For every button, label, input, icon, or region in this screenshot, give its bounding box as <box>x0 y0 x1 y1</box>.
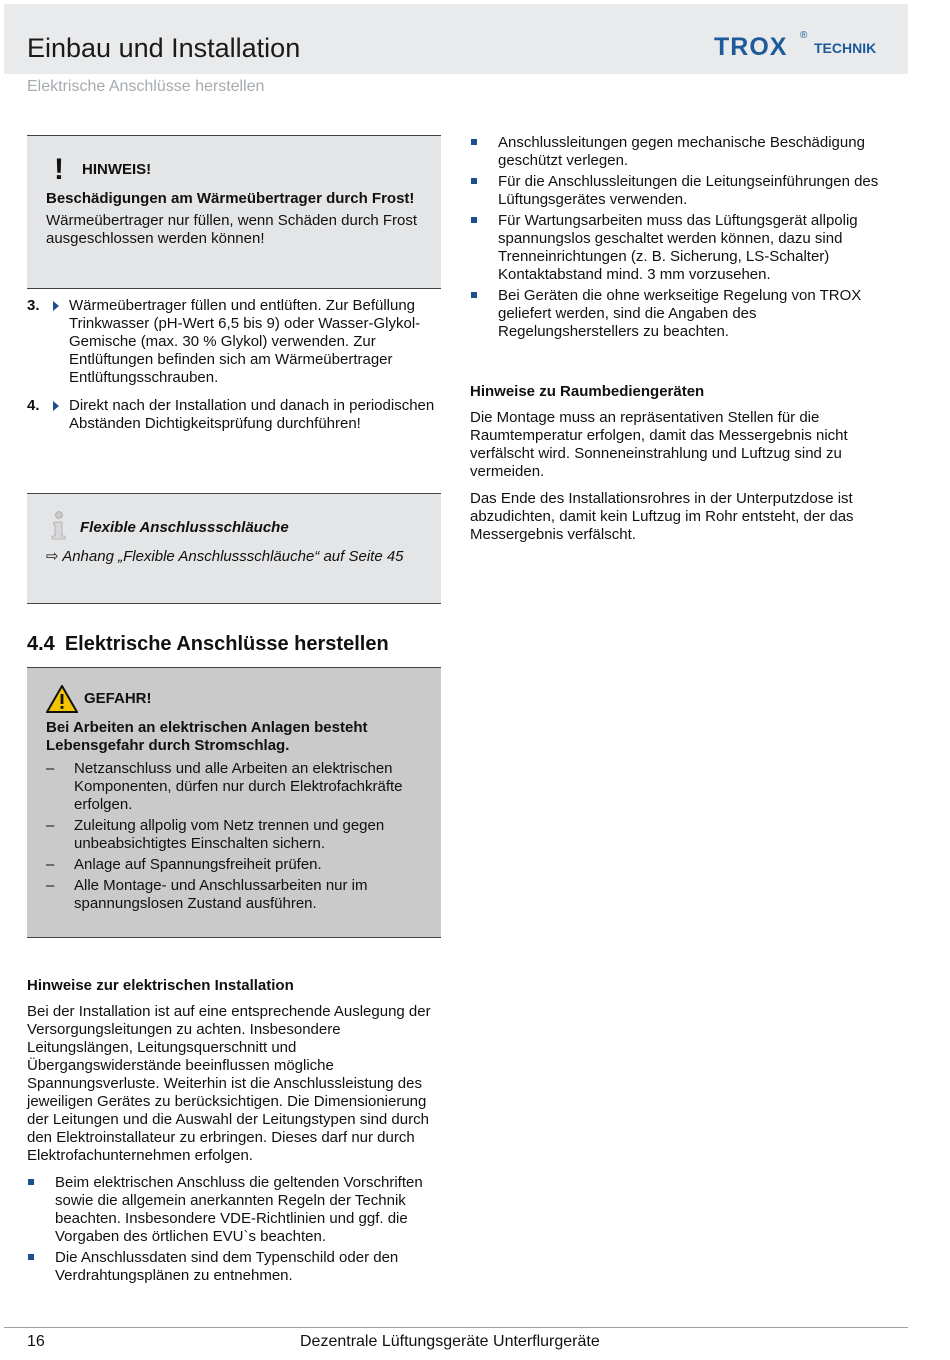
danger-label: GEFAHR! <box>84 690 152 707</box>
bullet-square-icon <box>471 139 477 145</box>
hinweis-bold-text: Beschädigungen am Wärmeübertrager durch Frost! <box>46 190 415 207</box>
danger-list <box>46 760 431 913</box>
page-title: Einbau und Installation <box>27 33 301 63</box>
electrical-installation-list <box>27 1174 441 1285</box>
logo-sub-text: TECHNIK <box>814 40 877 56</box>
play-arrow-icon <box>53 401 59 411</box>
bullet-square-icon <box>28 1254 34 1260</box>
bullet-square-icon <box>471 292 477 298</box>
list-item: – Anlage auf Spannungsfreiheit prüfen. <box>46 856 322 873</box>
bullet-square-icon <box>471 178 477 184</box>
logo-main-text: TROX <box>714 33 788 61</box>
electrical-installation-section <box>27 977 441 1288</box>
section-title: Elektrische Anschlüsse herstellen <box>64 633 389 655</box>
warning-triangle-icon <box>46 685 78 713</box>
list-item <box>470 287 890 341</box>
list-item-text: Für Wartungsarbeiten muss das Lüftungsgerät allpolig spannungslos geschaltet werden können, dazu sind Trenneinrichtungen (z. B. Sicherung, LS-Schalter) Kontaktabstand mind. 3 mm vorzusehen. <box>498 212 858 283</box>
electrical-installation-heading: Hinweise zur elektrischen Installation <box>27 977 294 994</box>
trox-logo <box>714 32 894 62</box>
list-item <box>27 1174 441 1246</box>
list-item: – Netzanschluss und alle Arbeiten an elektrischen Komponenten, dürfen nur durch Elektrofachkräfte erfolgen. <box>46 760 403 813</box>
logo-registered-mark: ® <box>800 30 808 41</box>
room-devices-body <box>470 409 890 544</box>
list-item <box>27 1249 441 1285</box>
right-column <box>470 134 890 553</box>
list-item-text: Anschlussleitungen gegen mechanische Beschädigung geschützt verlegen. <box>498 134 865 169</box>
list-item: – Zuleitung allpolig vom Netz trennen und gegen unbeabsichtigtes Einschalten sichern. <box>46 817 385 852</box>
room-devices-paragraph: Das Ende des Installationsrohres in der Unterputzdose ist abzudichten, damit kein Luftzug im Rohr entsteht, der das Messergebnis verfälscht. <box>470 490 854 543</box>
hinweis-header <box>46 153 431 186</box>
step-number: 4. <box>27 397 40 414</box>
step-text: Direkt nach der Installation und danach in periodischen Abständen Dichtigkeitsprüfung durchführen! <box>69 397 435 432</box>
info-label: Flexible Anschlussschläuche <box>80 519 289 536</box>
room-devices-heading: Hinweise zu Raumbediengeräten <box>470 383 705 400</box>
electrical-installation-text: Bei der Installation ist auf eine entsprechende Auslegung der Versorgungsleitungen zu achten. Insbesondere Leitungslängen, Leitungsquerschnitt und Übergangswiderstände beeinflussen mögliche Spannungsverluste. Weiterhin ist die Anschlussleistung des jeweiligen Gerätes zu berücksichtigen. Die Dimensionierung der Leitungen und die Auswahl der Leitungstypen sind durch den Elektroinstallateur zu erbringen. Dieses darf nur durch Elektrofachunternehmen erfolgen. <box>27 1003 431 1164</box>
list-item-text: Bei Geräten die ohne werkseitige Regelung von TROX geliefert werden, sind die Angaben des Regelungsherstellers zu beachten. <box>498 287 862 340</box>
step-item <box>27 297 441 387</box>
list-item-text: Die Anschlussdaten sind dem Typenschild oder den Verdrahtungsplänen zu entnehmen. <box>55 1249 399 1284</box>
danger-item-text: Alle Montage- und Anschlussarbeiten nur im spannungslosen Zustand ausführen. <box>74 877 368 912</box>
danger-bold-text: Bei Arbeiten an elektrischen Anlagen besteht Lebensgefahr durch Stromschlag. <box>46 719 368 754</box>
step-number: 3. <box>27 297 40 314</box>
play-arrow-icon <box>53 301 59 311</box>
hinweis-note-box <box>27 135 441 289</box>
bullet-square-icon <box>471 217 477 223</box>
danger-item-text: Anlage auf Spannungsfreiheit prüfen. <box>74 856 322 873</box>
list-item <box>470 134 890 170</box>
step-text: Wärmeübertrager füllen und entlüften. Zur Befüllung Trinkwasser (pH-Wert 6,5 bis 9) oder Wasser-Glykol-Gemische (max. 30 % Glykol) verwenden. Zur Entlüftungen befinden sich am Wärmeübertrager Entlüftungsschrauben. <box>69 297 421 386</box>
electrical-installation-body <box>27 1003 441 1165</box>
info-note-box <box>27 493 441 604</box>
list-item: – Alle Montage- und Anschlussarbeiten nur im spannungslosen Zustand ausführen. <box>46 877 368 912</box>
section-heading <box>27 633 389 656</box>
info-icon <box>46 511 70 541</box>
danger-item-text: Zuleitung allpolig vom Netz trennen und gegen unbeabsichtigtes Einschalten sichern. <box>74 817 385 852</box>
list-item-text: Beim elektrischen Anschluss die geltenden Vorschriften sowie die allgemein anerkannten Regeln der Technik beachten. Insbesondere VDE-Richtlinien und ggf. die Vorgaben des örtlichen EVU`s beachten. <box>55 1174 423 1245</box>
bullet-square-icon <box>28 1179 34 1185</box>
danger-note-box <box>27 667 441 938</box>
danger-item-text: Netzanschluss und alle Arbeiten an elektrischen Komponenten, dürfen nur durch Elektrofachkräfte erfolgen. <box>74 760 403 813</box>
footer-title: Dezentrale Lüftungsgeräte Unterflurgeräte <box>300 1333 600 1350</box>
page-number: 16 <box>27 1333 45 1350</box>
info-link-text[interactable]: Anhang „Flexible Anschlussschläuche“ auf Seite 45 <box>62 548 404 565</box>
arrow-right-icon: ⇨ <box>46 548 59 565</box>
list-item-text: Für die Anschlussleitungen die Leitungseinführungen des Lüftungsgerätes verwenden. <box>498 173 879 208</box>
exclamation-icon: ! <box>54 153 64 186</box>
info-header <box>46 518 431 538</box>
steps-list <box>27 297 441 443</box>
connection-list <box>470 134 890 341</box>
list-item <box>470 212 890 284</box>
list-item <box>470 173 890 209</box>
step-item <box>27 397 441 433</box>
danger-header <box>46 689 431 709</box>
info-link[interactable] <box>46 548 431 566</box>
hinweis-text: Wärmeübertrager nur füllen, wenn Schäden durch Frost ausgeschlossen werden können! <box>46 212 418 247</box>
room-devices-paragraph: Die Montage muss an repräsentativen Stellen für die Raumtemperatur erfolgen, damit das Messergebnis nicht verfälscht wird. Sonneneinstrahlung und Luftzug sind zu vermeiden. <box>470 409 848 480</box>
page-header <box>4 4 908 74</box>
footer-divider <box>4 1327 908 1328</box>
hinweis-label: HINWEIS! <box>82 161 152 178</box>
section-number: 4.4 <box>27 633 55 655</box>
page-subtitle: Elektrische Anschlüsse herstellen <box>27 78 265 95</box>
room-devices-section <box>470 383 890 544</box>
